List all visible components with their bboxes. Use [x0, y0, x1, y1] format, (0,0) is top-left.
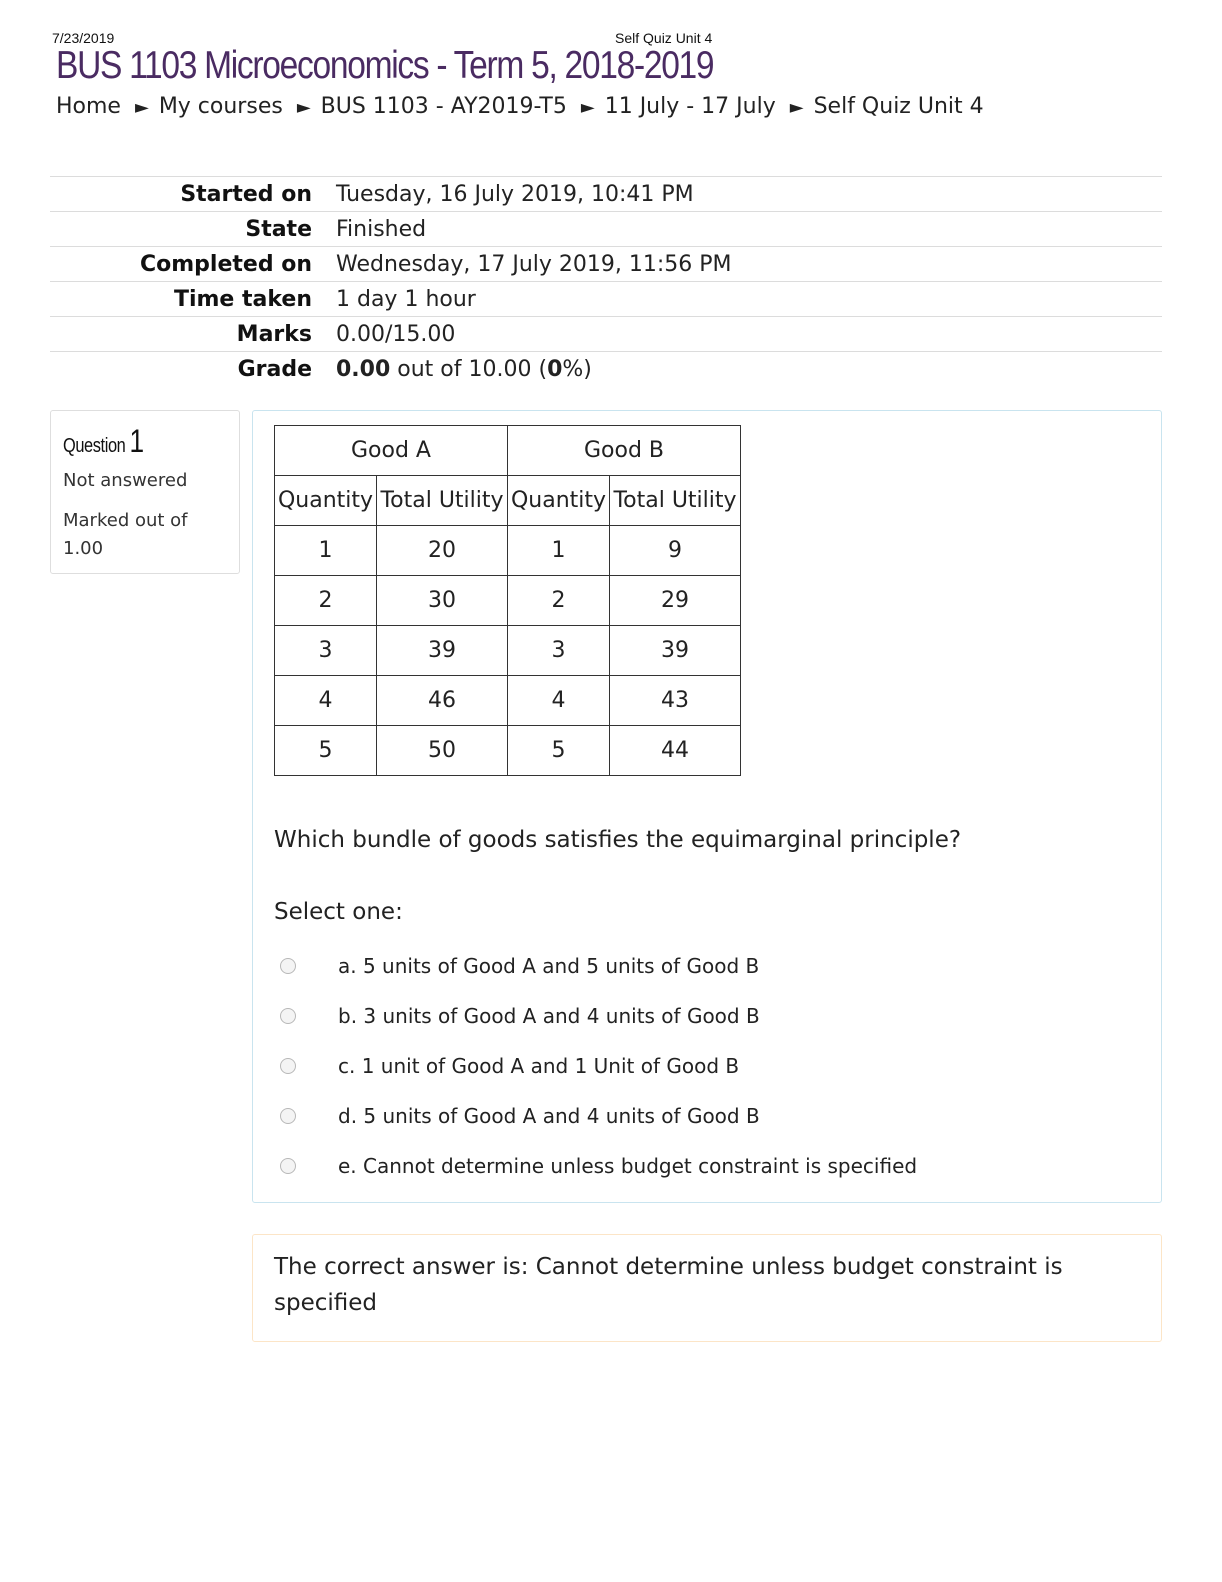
table-row [275, 726, 741, 776]
option-label[interactable]: a. 5 units of Good A and 5 units of Good B [338, 954, 760, 978]
select-prompt: Select one: [274, 899, 403, 925]
breadcrumb-separator: ► [134, 97, 149, 118]
column-header: Total Utility [377, 476, 508, 526]
column-header: Quantity [275, 476, 377, 526]
table-row [275, 526, 741, 576]
table-cell: 30 [377, 576, 508, 626]
summary-label: Started on [180, 181, 312, 207]
print-date: 7/23/2019 [52, 30, 115, 46]
breadcrumb-home[interactable]: Home [56, 94, 121, 119]
question-state: Not answered [63, 470, 188, 491]
summary-row-grade [50, 352, 1162, 387]
table-cell: 4 [275, 676, 377, 726]
question-formulation [252, 410, 1162, 1203]
summary-value: Finished [336, 216, 427, 242]
summary-row-completed [50, 247, 1162, 282]
correct-answer-feedback: The correct answer is: Cannot determine unless budget constraint is specified [252, 1234, 1162, 1342]
option-label[interactable]: c. 1 unit of Good A and 1 Unit of Good B [338, 1054, 740, 1078]
summary-row-started [50, 177, 1162, 212]
good-a-header: Good A [275, 426, 508, 476]
question-info-box [50, 410, 240, 574]
table-row [275, 626, 741, 676]
utility-table [274, 425, 741, 776]
summary-value: Wednesday, 17 July 2019, 11:56 PM [336, 251, 732, 277]
table-cell: 44 [610, 726, 741, 776]
table-row [275, 576, 741, 626]
table-row [275, 426, 741, 476]
attempt-summary-table [50, 176, 1162, 386]
summary-label: State [245, 216, 312, 242]
answer-option-e[interactable] [280, 1141, 917, 1191]
radio-button[interactable] [280, 1108, 296, 1124]
table-cell: 1 [275, 526, 377, 576]
table-cell: 46 [377, 676, 508, 726]
table-cell: 9 [610, 526, 741, 576]
summary-value [336, 352, 1162, 387]
table-cell: 3 [508, 626, 610, 676]
summary-row-time-taken [50, 282, 1162, 317]
breadcrumb [56, 94, 984, 119]
summary-value: 0.00/15.00 [336, 321, 456, 347]
option-label[interactable]: e. Cannot determine unless budget constraint is specified [338, 1154, 918, 1178]
summary-row-marks [50, 317, 1162, 352]
answer-option-b[interactable] [280, 991, 917, 1041]
question-grade: Marked out of 1.00 [63, 510, 188, 559]
breadcrumb-separator: ► [296, 97, 311, 118]
breadcrumb-week[interactable]: 11 July - 17 July [604, 94, 776, 119]
table-row [275, 476, 741, 526]
course-title: BUS 1103 Microeconomics - Term 5, 2018-2019 [56, 44, 714, 87]
option-label[interactable]: d. 5 units of Good A and 4 units of Good B [338, 1104, 760, 1128]
print-page-title: Self Quiz Unit 4 [615, 30, 713, 46]
table-cell: 3 [275, 626, 377, 676]
question-number-value: 1 [129, 423, 144, 459]
answer-option-a[interactable] [280, 941, 917, 991]
table-cell: 43 [610, 676, 741, 726]
table-cell: 1 [508, 526, 610, 576]
radio-button[interactable] [280, 958, 296, 974]
table-row [275, 676, 741, 726]
table-cell: 5 [275, 726, 377, 776]
table-cell: 20 [377, 526, 508, 576]
grade-value: 0.00 [336, 356, 391, 382]
breadcrumb-quiz[interactable]: Self Quiz Unit 4 [813, 94, 984, 119]
table-cell: 29 [610, 576, 741, 626]
table-cell: 4 [508, 676, 610, 726]
good-b-header: Good B [508, 426, 741, 476]
table-cell: 5 [508, 726, 610, 776]
summary-label: Time taken [173, 286, 312, 312]
breadcrumb-my-courses[interactable]: My courses [158, 94, 283, 119]
table-cell: 50 [377, 726, 508, 776]
summary-value: Tuesday, 16 July 2019, 10:41 PM [336, 181, 694, 207]
summary-label: Grade [237, 356, 312, 382]
summary-label: Completed on [139, 251, 312, 277]
breadcrumb-separator: ► [580, 97, 595, 118]
radio-button[interactable] [280, 1058, 296, 1074]
breadcrumb-separator: ► [789, 97, 804, 118]
question-text: Which bundle of goods satisfies the equimarginal principle? [274, 827, 962, 853]
table-cell: 39 [377, 626, 508, 676]
question-label: Question [63, 435, 126, 457]
radio-button[interactable] [280, 1008, 296, 1024]
option-label[interactable]: b. 3 units of Good A and 4 units of Good B [338, 1004, 760, 1028]
breadcrumb-course[interactable]: BUS 1103 - AY2019-T5 [320, 94, 567, 119]
column-header: Quantity [508, 476, 610, 526]
grade-out-of: out of 10.00 ( [397, 356, 548, 382]
grade-suffix: %) [562, 356, 592, 382]
column-header: Total Utility [610, 476, 741, 526]
grade-percent: 0 [547, 356, 563, 382]
summary-label: Marks [236, 321, 312, 347]
question-number [63, 423, 197, 460]
table-cell: 39 [610, 626, 741, 676]
answer-option-c[interactable] [280, 1041, 917, 1091]
answer-options [280, 941, 917, 1191]
summary-row-state [50, 212, 1162, 247]
summary-value: 1 day 1 hour [336, 286, 476, 312]
table-cell: 2 [508, 576, 610, 626]
radio-button[interactable] [280, 1158, 296, 1174]
table-cell: 2 [275, 576, 377, 626]
answer-option-d[interactable] [280, 1091, 917, 1141]
